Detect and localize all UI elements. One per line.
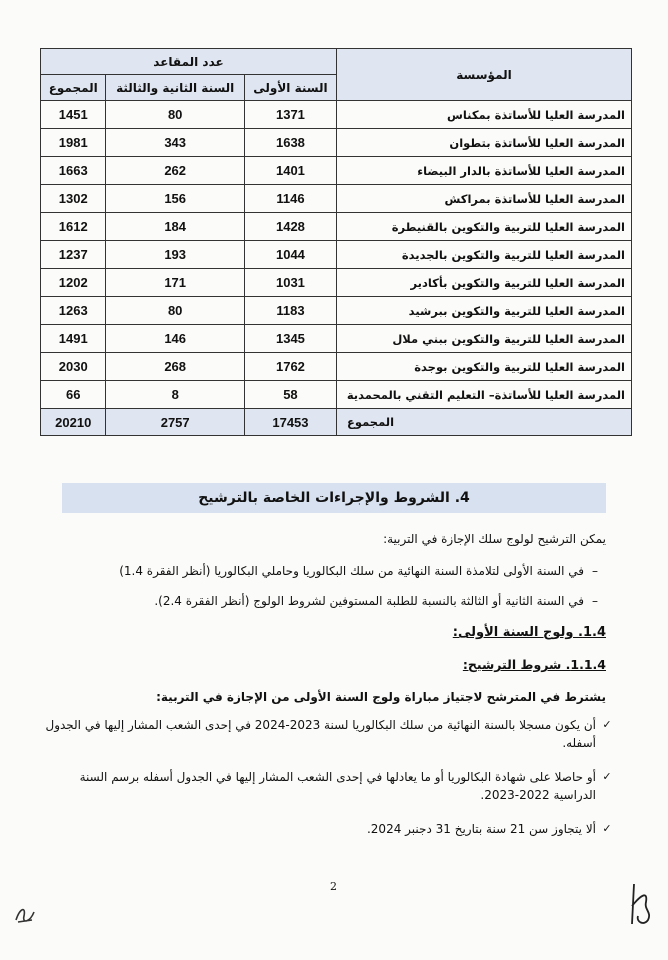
total-cell: 1263 (41, 297, 106, 325)
totals-row (41, 409, 632, 436)
section-heading: 4. الشروط والإجراءات الخاصة بالترشيح (62, 483, 606, 513)
table-row (41, 325, 632, 353)
year23-cell: 80 (106, 101, 244, 129)
total-cell: 2030 (41, 353, 106, 381)
conditions-intro: يشترط في المترشح لاجتياز مباراة ولوج السنة الأولى من الإجازة في التربية: (156, 690, 606, 704)
institution-cell: المدرسة العليا للتربية والتكوين بأكادير (337, 269, 632, 297)
total-cell: 1491 (41, 325, 106, 353)
list-item (46, 592, 606, 610)
intro-text: يمكن الترشيح لولوج سلك الإجازة في التربية: (383, 532, 606, 546)
table-row (41, 269, 632, 297)
year1-header: السنة الأولى (244, 75, 336, 101)
table-row (41, 353, 632, 381)
year1-cell: 1401 (244, 157, 336, 185)
year23-cell: 193 (106, 241, 244, 269)
list-item (38, 716, 618, 752)
institution-cell: المدرسة العليا للتربية والتكوين ببني ملال (337, 325, 632, 353)
institution-header: المؤسسة (337, 49, 632, 101)
year1-cell: 1044 (244, 241, 336, 269)
institution-cell: المدرسة العليا للأساتذة– التعليم التقني بالمحمدية (337, 381, 632, 409)
list-item (38, 768, 618, 804)
year23-cell: 343 (106, 129, 244, 157)
list-item (38, 820, 618, 838)
year1-cell: 1428 (244, 213, 336, 241)
signature-initials-left (12, 900, 38, 928)
subsubsection-title: 1.1.4. شروط الترشيح: (462, 657, 606, 672)
totals-total: 20210 (41, 409, 106, 436)
bullet-text: في السنة الأولى لتلامذة السنة النهائية من سلك البكالوريا وحاملي البكالوريا (أنظر الفقرة 1.4) (119, 564, 584, 578)
page-number: 2 (330, 880, 337, 893)
year1-cell: 1345 (244, 325, 336, 353)
table-row (41, 241, 632, 269)
table-row (41, 101, 632, 129)
total-cell: 66 (41, 381, 106, 409)
table-row (41, 157, 632, 185)
year1-cell: 1031 (244, 269, 336, 297)
year1-cell: 1371 (244, 101, 336, 129)
year1-cell: 1146 (244, 185, 336, 213)
year1-cell: 1183 (244, 297, 336, 325)
bullet-mark: – (592, 594, 598, 608)
list-item (46, 562, 606, 580)
table-row (41, 213, 632, 241)
institution-cell: المدرسة العليا للأساتذة بالدار البيضاء (337, 157, 632, 185)
signature-initials-right (626, 880, 656, 928)
institution-cell: المدرسة العليا للأساتذة بمراكش (337, 185, 632, 213)
table-row (41, 129, 632, 157)
total-cell: 1237 (41, 241, 106, 269)
totals-label: المجموع (337, 409, 632, 436)
total-cell: 1202 (41, 269, 106, 297)
table-row (41, 381, 632, 409)
year23-cell: 80 (106, 297, 244, 325)
institution-cell: المدرسة العليا للأساتذة بتطوان (337, 129, 632, 157)
year23-header: السنة الثانية والثالثة (106, 75, 244, 101)
check-icon: ✓ (602, 718, 612, 731)
check-icon: ✓ (602, 822, 612, 835)
check-icon: ✓ (602, 770, 612, 783)
year23-cell: 268 (106, 353, 244, 381)
total-header: المجموع (41, 75, 106, 101)
seats-header: عدد المقاعد (41, 49, 337, 75)
year23-cell: 146 (106, 325, 244, 353)
total-cell: 1981 (41, 129, 106, 157)
totals-year1: 17453 (244, 409, 336, 436)
total-cell: 1302 (41, 185, 106, 213)
total-cell: 1451 (41, 101, 106, 129)
totals-year23: 2757 (106, 409, 244, 436)
institution-cell: المدرسة العليا للتربية والتكوين بوجدة (337, 353, 632, 381)
year1-cell: 1638 (244, 129, 336, 157)
subsection-title: 1.4. ولوج السنة الأولى: (452, 625, 606, 640)
seats-table (40, 48, 632, 436)
total-cell: 1663 (41, 157, 106, 185)
year1-cell: 1762 (244, 353, 336, 381)
condition-text: ألا يتجاوز سن 21 سنة بتاريخ 31 دجنبر 2024. (366, 822, 596, 836)
condition-text: أو حاصلا على شهادة البكالوريا أو ما يعادلها في إحدى الشعب المشار إليها في الجدول أسفله برسم السنة الدراسية 2022-2023. (79, 770, 596, 802)
table-row (41, 185, 632, 213)
institution-cell: المدرسة العليا للتربية والتكوين ببرشيد (337, 297, 632, 325)
year23-cell: 171 (106, 269, 244, 297)
bullet-mark: – (592, 564, 598, 578)
institution-cell: المدرسة العليا للتربية والتكوين بالجديدة (337, 241, 632, 269)
year23-cell: 184 (106, 213, 244, 241)
table-row (41, 297, 632, 325)
year23-cell: 156 (106, 185, 244, 213)
year23-cell: 262 (106, 157, 244, 185)
condition-text: أن يكون مسجلا بالسنة النهائية من سلك البكالوريا لسنة 2023-2024 في إحدى الشعب المشار إليها في الجدول أسفله. (45, 718, 596, 750)
year1-cell: 58 (244, 381, 336, 409)
institution-cell: المدرسة العليا للأساتذة بمكناس (337, 101, 632, 129)
bullet-text: في السنة الثانية أو الثالثة بالنسبة للطلبة المستوفين لشروط الولوج (أنظر الفقرة 2.4). (154, 594, 584, 608)
institution-cell: المدرسة العليا للتربية والتكوين بالقنيطرة (337, 213, 632, 241)
year23-cell: 8 (106, 381, 244, 409)
total-cell: 1612 (41, 213, 106, 241)
